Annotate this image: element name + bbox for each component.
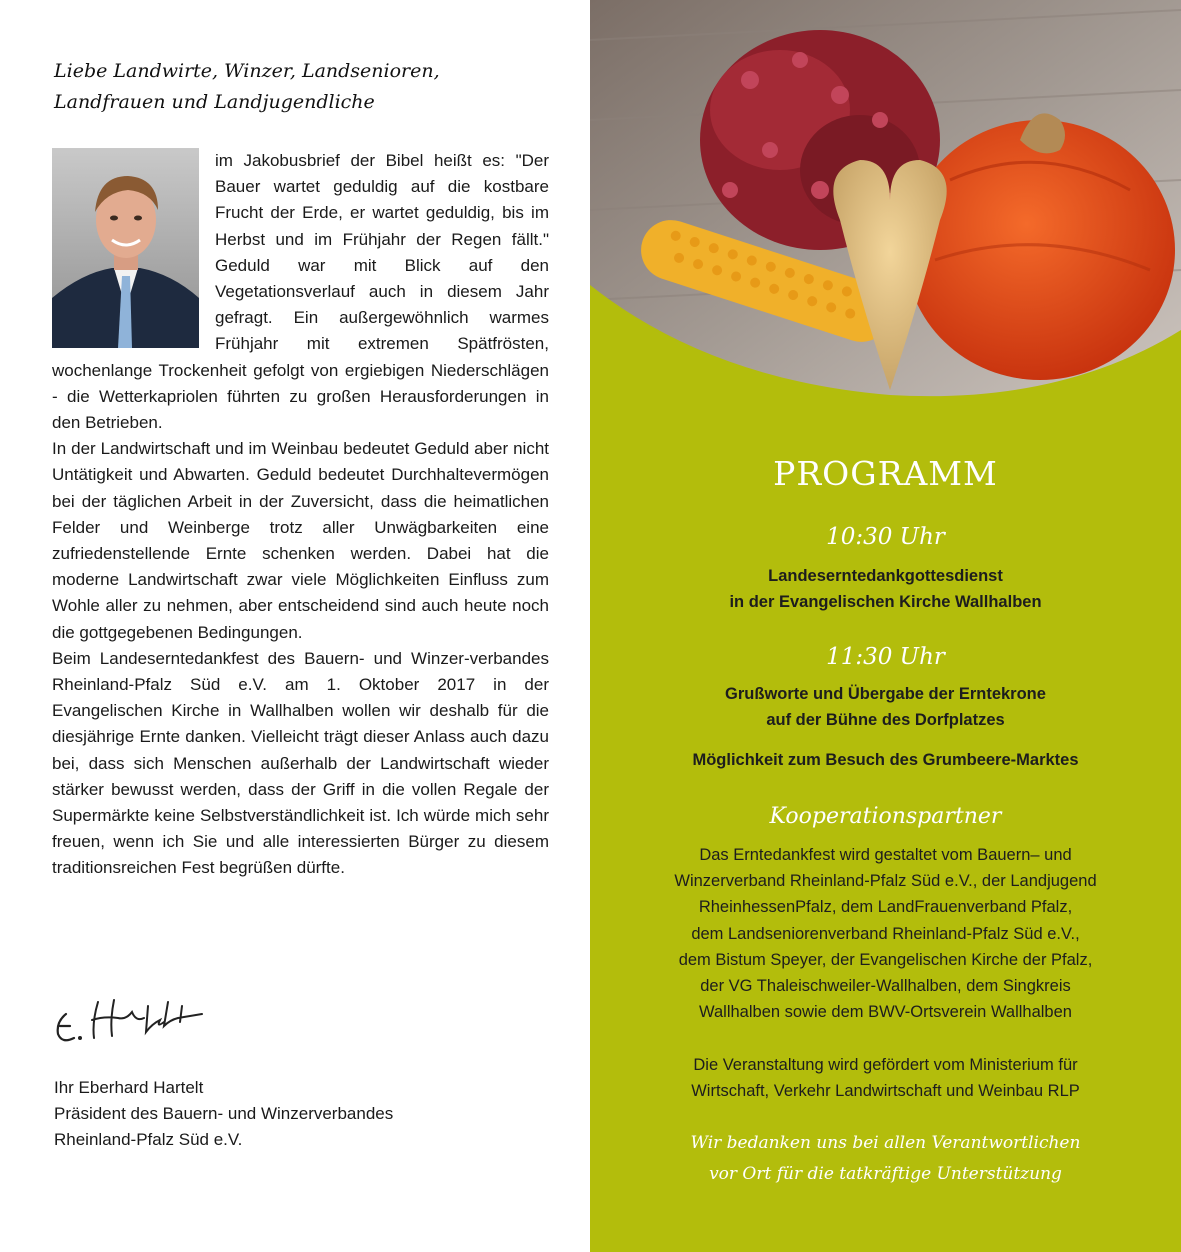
thanks-line: vor Ort für die tatkräftige Unterstützung	[709, 1164, 1062, 1184]
letter-paragraph-2: In der Landwirtschaft und im Weinbau bedeutet Geduld aber nicht Untätigkeit und Abwarten. Geduld bedeutet Durchhaltevermögen bei der täglichen Arbeit in der Zuversicht, dass die heimatlichen Felder und Weinberge trotz aller Unwägbarkeiten eine zufriedenstellende Ernte schenken werden. Dabei hat die moderne Landwirtschaft zwar viele Möglichkeiten Einfluss zum Wohle aller zu nehmen, aber entscheidend sind auch heute noch die gottgegebenen Bedingungen.	[52, 439, 549, 642]
partners-title: Kooperationspartner	[769, 804, 1002, 829]
partners-line: Wallhalben sowie dem BWV-Ortsverein Wallhalben	[699, 1003, 1072, 1022]
event-1-details	[590, 563, 1181, 615]
event-1-line-1: Landeserntedankgottesdienst	[768, 567, 1003, 585]
program-title: PROGRAMM	[773, 454, 998, 493]
role-line-2: Rheinland-Pfalz Süd e.V.	[54, 1130, 243, 1149]
event-2-extra: Möglichkeit zum Besuch des Grumbeere-Marktes	[692, 751, 1079, 769]
partners-text	[590, 842, 1181, 1025]
greeting-line-2: Landfrauen und Landjugendliche	[54, 91, 375, 113]
funding-text	[590, 1052, 1181, 1104]
partners-line: RheinhessenPfalz, dem LandFrauenverband Pfalz,	[698, 898, 1073, 917]
thanks-line: Wir bedanken uns bei allen Verantwortlichen	[690, 1133, 1081, 1153]
partners-line: dem Landseniorenverband Rheinland-Pfalz Süd e.V.,	[691, 924, 1080, 943]
funding-line: Wirtschaft, Verkehr Landwirtschaft und Weinbau RLP	[691, 1082, 1080, 1101]
partners-line: der VG Thaleischweiler-Wallhalben, dem Singkreis	[700, 977, 1071, 996]
sender-block	[54, 1075, 534, 1153]
role-line-1: Präsident des Bauern- und Winzerverbandes	[54, 1104, 394, 1123]
letter-column	[0, 0, 590, 1252]
harvest-photo	[590, 0, 1181, 420]
event-1-time: 10:30 Uhr	[826, 524, 945, 550]
partners-line: dem Bistum Speyer, der Evangelischen Kirche der Pfalz,	[678, 950, 1093, 969]
greeting-line-1: Liebe Landwirte, Winzer, Landsenioren,	[54, 60, 440, 82]
event-2-line-2: auf der Bühne des Dorfplatzes	[766, 711, 1005, 729]
event-1-line-2: in der Evangelischen Kirche Wallhalben	[729, 593, 1042, 611]
funding-line: Die Veranstaltung wird gefördert vom Ministerium für	[693, 1056, 1078, 1074]
event-2-time: 11:30 Uhr	[826, 644, 945, 670]
letter-paragraph-1: im Jakobusbrief der Bibel heißt es: "Der Bauer wartet geduldig auf die kostbare Frucht der Erde, er wartet geduldig, bis im Herbst und im Frühjahr der Regen fällt." Geduld war mit Blick auf den Vegetationsverlauf auch in diesem Jahr gefragt. Ein außergewöhnlich warmes Frühjahr mit extremen Spätfrösten, wochenlange Trockenheit gefolgt von ergiebigen Niederschlägen - die Wetterkapriolen führten zu großen Herausforderungen in den Betrieben.	[52, 151, 549, 433]
event-2-line-1: Grußworte und Übergabe der Erntekrone	[725, 685, 1046, 703]
closing-line: Ihr Eberhard Hartelt	[54, 1078, 204, 1097]
partners-line: Winzerverband Rheinland-Pfalz Süd e.V., der Landjugend	[674, 872, 1097, 891]
letter-paragraph-3: Beim Landeserntedankfest des Bauern- und Winzer-verbandes Rheinland-Pfalz Süd e.V. am 1. Oktober 2017 in der Evangelischen Kirche in Wallhalben wollen wir deshalb für die diesjährige Ernte danken. Vielleicht trägt dieser Anlass auch dazu bei, dass sich Menschen außerhalb der Landwirtschaft wieder stärker bewusst werden, dass der Griff in die vollen Regale der Supermärkte keine Selbstverständlichkeit ist. Ich würde mich sehr freuen, wenn ich Sie und alle interessierten Bürger zu diesem traditionsreichen Fest begrüßen dürfte.	[52, 648, 549, 878]
letter-greeting	[54, 56, 574, 118]
partners-line: Das Erntedankfest wird gestaltet vom Bauern– und	[699, 846, 1072, 864]
letter-body	[52, 148, 549, 882]
program-panel	[590, 0, 1181, 1252]
event-2-details	[590, 681, 1181, 733]
handwritten-signature	[52, 992, 252, 1048]
thanks-note	[590, 1128, 1181, 1190]
